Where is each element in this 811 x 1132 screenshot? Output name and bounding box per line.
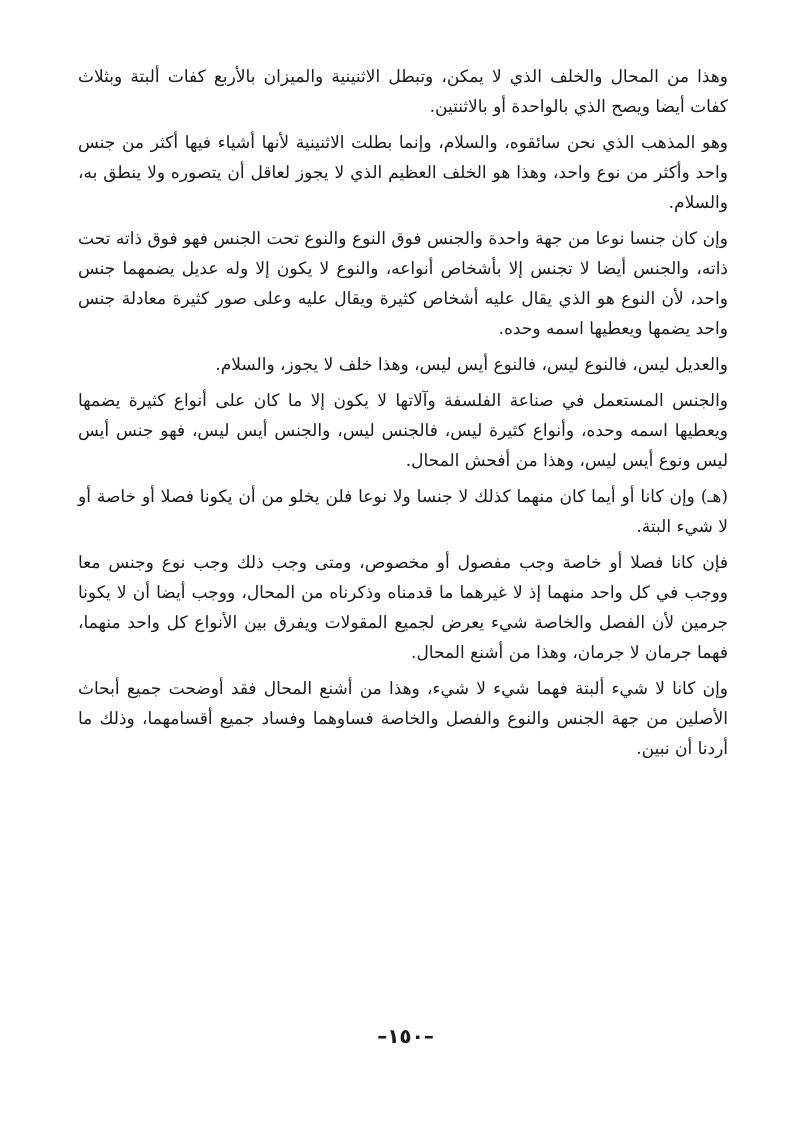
- paragraph-6: (هـ) وإن كانا أو أيما كان منهما كذلك لا جنسا ولا نوعا فلن يخلو من أن يكونا فصلا أو خاصة أو لا شيء البتة.: [78, 487, 728, 537]
- paragraph-3: وإن كان جنسا نوعا من جهة واحدة والجنس فوق النوع والنوع تحت الجنس فهو فوق ذاته تحت ذاته، والجنس أيضا لا تجنس إلا بأشخاص أنواعه، والنوع لا يكون إلا وله عديل يضمهما جنس واحد، لأن النوع هو الذي يقال عليه أشخاص كثيرة ويقال عليه وعلى صور كثيرة معادلة جنس واحد يضمها ويعطيها اسمه وحده.: [78, 229, 728, 339]
- paragraph-5: والجنس المستعمل في صناعة الفلسفة وآلاتها لا يكون إلا ما كان على أنواع كثيرة يضمها ويعطيها اسمه وحده، وأنواع كثيرة ليس، فالجنس ليس، والجنس أيس ليس، فهو جنس أيس ليس ونوع أيس ليس، وهذا من أفحش المحال.: [78, 391, 728, 471]
- page-number: –١٥٠–: [377, 1024, 434, 1048]
- paragraph-7: فإن كانا فصلا أو خاصة وجب مفصول أو مخصوص، ومتى وجب ذلك وجب نوع وجنس معا ووجب في كل واحد منهما إذ لا غيرهما ما قدمناه وذكرناه من المحال، ووجب أيضا أن لا يكونا جرمين لأن الفصل والخاصة شيء يعرض لجميع المقولات ويفرق بين الأنواع كل واحد منهما، فهما جرمان لا جرمان، وهذا من أشنع المحال.: [78, 553, 728, 663]
- paragraph-2: وهو المذهب الذي نحن سائقوه، والسلام، وإنما بطلت الاثنينية لأنها أشياء فيها أكثر من جنس واحد وأكثر من نوع واحد، وهذا هو الخلف العظيم الذي لا يجوز لعاقل أن يتصوره ولا ينطق به، والسلام.: [78, 133, 728, 213]
- paragraph-4: والعديل ليس، فالنوع ليس، فالنوع أيس ليس، وهذا خلف لا يجوز، والسلام.: [215, 355, 728, 375]
- paragraph-8: وإن كانا لا شيء ألبتة فهما شيء لا شيء، وهذا من أشنع المحال فقد أوضحت جميع أبحاث الأصلين من جهة الجنس والنوع والفصل والخاصة فساوهما وفساد جميع أقسامهما، وذلك ما أردنا أن نبين.: [78, 679, 728, 759]
- page-body: [78, 62, 728, 770]
- paragraph-1: وهذا من المحال والخلف الذي لا يمكن، وتبطل الاثنينية والميزان بالأربع كفات ألبتة وبثلاث كفات أيضا ويصح الذي بالواحدة أو بالاثنتين.: [78, 67, 728, 117]
